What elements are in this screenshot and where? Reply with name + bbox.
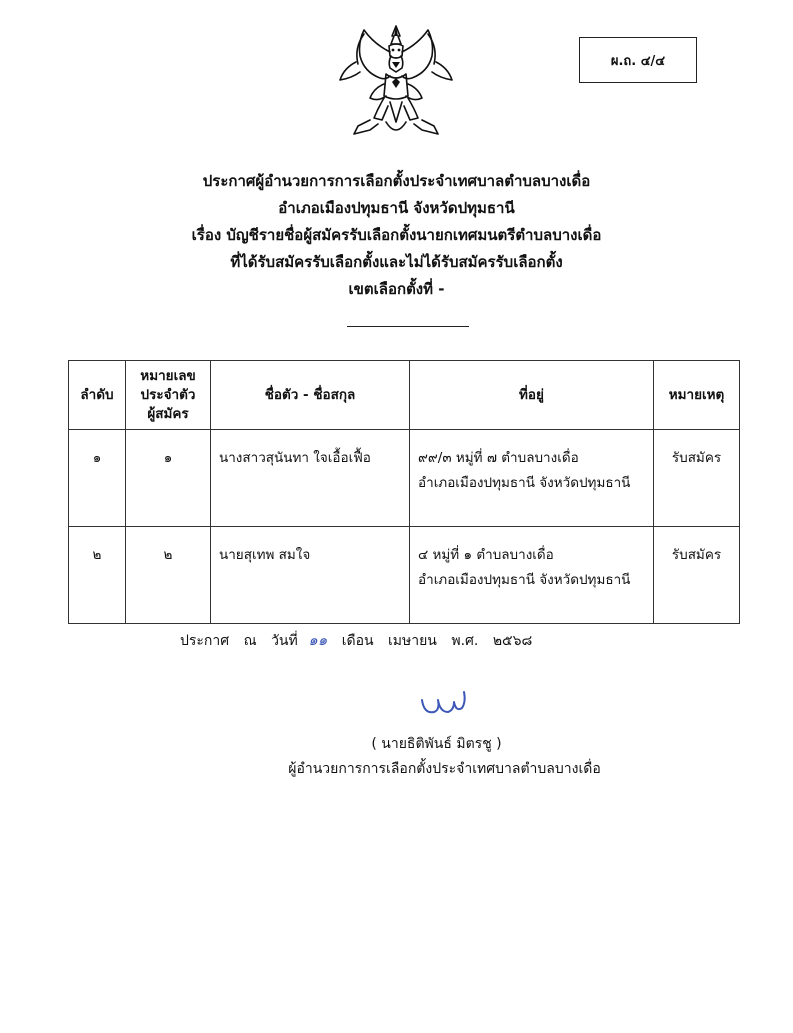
signer-title: ผู้อำนวยการการเลือกตั้งประจำเทศบาลตำบลบางเดื่อ [288, 761, 601, 777]
header-candidate-number [126, 361, 211, 430]
cell-candidate-number: ๑ [126, 430, 211, 527]
table-row [69, 430, 740, 527]
cell-address [410, 527, 654, 624]
candidate-table [68, 360, 740, 624]
announce-year: ๒๕๖๘ [492, 633, 533, 649]
announce-day: ๑๑ [308, 631, 328, 649]
form-code-box [579, 37, 697, 83]
table-row [69, 527, 740, 624]
cell-address [410, 430, 654, 527]
announce-month-label: เดือน [341, 633, 374, 649]
header-address: ที่อยู่ [410, 361, 654, 430]
cell-order: ๑ [69, 430, 126, 527]
header-order: ลำดับ [69, 361, 126, 430]
announce-prefix: ประกาศ [180, 633, 230, 649]
announcement-date-line [180, 628, 542, 652]
cell-name: นายสุเทพ สมใจ [211, 527, 410, 624]
address-line-2: อำเภอเมืองปทุมธานี จังหวัดปทุมธานี [418, 572, 631, 588]
form-code: ผ.ถ. ๔/๔ [610, 53, 666, 69]
address-line-1: ๔ หมู่ที่ ๑ ตำบลบางเดื่อ [418, 547, 554, 563]
header-number-line-2: ประจำตัว [140, 386, 196, 403]
cell-order: ๒ [69, 527, 126, 624]
header-number-line-3: ผู้สมัคร [147, 405, 189, 422]
header-remark: หมายเหตุ [654, 361, 740, 430]
announce-year-label: พ.ศ. [451, 633, 479, 649]
cell-remark: รับสมัคร [654, 527, 740, 624]
signature-icon [418, 688, 470, 718]
announce-day-label: วันที่ [271, 633, 298, 649]
announce-month: เมษายน [388, 633, 437, 649]
header-name: ชื่อตัว - ชื่อสกุล [211, 361, 410, 430]
cell-name: นางสาวสุนันทา ใจเอื้อเฟื้อ [211, 430, 410, 527]
header-number-line-1: หมายเลข [140, 367, 196, 384]
heading-line-1: ประกาศผู้อำนวยการการเลือกตั้งประจำเทศบาลตำบลบางเดื่อ [202, 172, 591, 190]
heading-line-5: เขตเลือกตั้งที่ - [348, 280, 445, 298]
garuda-emblem-icon [334, 22, 458, 140]
heading-line-4: ที่ได้รับสมัครรับเลือกตั้งและไม่ได้รับสมัครรับเลือกตั้ง [230, 253, 563, 271]
address-line-1: ๙๙/๓ หมู่ที่ ๗ ตำบลบางเดื่อ [418, 450, 579, 466]
heading-line-2: อำเภอเมืองปทุมธานี จังหวัดปทุมธานี [278, 199, 515, 217]
cell-remark: รับสมัคร [654, 430, 740, 527]
table-header-row [69, 361, 740, 430]
signer-name: ( นายธิติพันธ์ มิตรชู ) [371, 736, 502, 752]
heading-divider [347, 326, 469, 327]
heading-line-3: เรื่อง บัญชีรายชื่อผู้สมัครรับเลือกตั้งนายกเทศมนตรีตำบลบางเดื่อ [191, 226, 602, 244]
address-line-2: อำเภอเมืองปทุมธานี จังหวัดปทุมธานี [418, 475, 631, 491]
announce-at: ณ [243, 633, 257, 649]
cell-candidate-number: ๒ [126, 527, 211, 624]
